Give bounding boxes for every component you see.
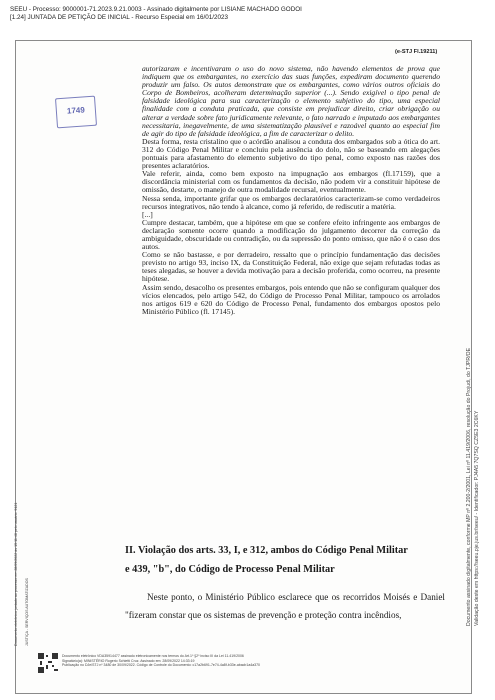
footer-line: Signatário(a): MINISTÉRIO Rogerio Schietti Cruz. Assinado em: 28/09/2022 14:33:19: [62, 658, 195, 663]
right-margin-signature: Documento assinado digitalmente, conforme MP nº 2.200-2/2001, Lei nº 11.419/2006, resolução do Projudi, do TJPR/OE: [466, 347, 472, 626]
header-line-2: [1.24] JUNTADA DE PETIÇÃO DE INICIAL - Recurso Especial em 16/01/2023: [10, 14, 229, 21]
document-reference: (e-STJ Fl.19211): [395, 49, 438, 55]
closing-paragraph: Neste ponto, o Ministério Público esclarece que os recorridos Moisés e Daniel "fizeram constar que os sistemas de prevenção e proteção contra incêndios,: [125, 592, 445, 620]
section-heading-line-1: II. Violação dos arts. 33, I, e 312, ambos do Código Penal Militar: [125, 545, 408, 556]
header-line-1: SEEU - Processo: 9000001-71.2023.9.21.0003 - Assinado digitalmente por LISIANE MACHADO GODOI: [10, 6, 302, 13]
document-body: [142, 65, 440, 316]
header-banner: [10, 6, 302, 22]
right-margin-validation-link[interactable]: Validação deste em https://seeu.pje.jus.br/seeu/ - Identificador: PJ4A5 7Q7SQ CZ5E3 2C6KY: [474, 410, 480, 626]
quoted-passage: autorizaram e incentivaram o uso do novo sistema, não havendo elementos de prova que indiquem que os embargantes, no exercício das suas funções, expediram documento querendo produzir um falso. Os autos demonstram que os embargantes, como vários outros oficiais do Corpo de Bombeiros, acolheram determinação superior (...). Sendo exigível o tipo penal de falsidade ideológica para sua caracterização o elemento subjetivo do tipo, uma especial finalidade com a conduta praticada, que consiste em prejudicar direito, criar obrigação ou alterar a verdade sobre fato juridicamente relevante, o fato narrado e imputado aos embargantes necessitaria, inegavelmente, de uma sistematização plausível e razoável quanto ao especial fim de agir do tipo de falsidade ideológica, a fim de caracterizar o delito.: [142, 64, 440, 138]
paragraph: Como se não bastasse, e por derradeiro, ressalto que o princípio fundamentação das decisões previsto no artigo 93, inciso IX, da Constituição Federal, não exige que sejam refutadas todas as teses alegadas, se houver a devida motivação para a decisão proferida, como ocorreu, na presente hipótese.: [142, 250, 440, 284]
section-heading: [125, 541, 445, 579]
paragraph: Vale referir, ainda, como bem exposto na impugnação aos embargos (fl.17159), que a discordância ministerial com os fundamentos da decisão, não podem vir a constituir hipótese de omissão, destarte, o manejo de outra modalidade recursal, eventualmente.: [142, 169, 440, 195]
paragraph: Cumpre destacar, também, que a hipótese em que se confere efeito infringente aos embargos de declaração somente ocorre quando a modificação do julgamento decorrer da correção da ambiguidade, obscuridade ou contradição, ou da supressão do ponto omisso, que não é o caso dos autos.: [142, 217, 440, 252]
footer-signature-block: [62, 654, 260, 668]
left-margin-note: JUSTIÇA - SERVIÇOS AUTOMATIZADOS: [25, 578, 29, 646]
ellipsis-marker: [...]: [142, 209, 153, 219]
qr-code-icon: [38, 653, 58, 673]
paragraph: Nessa senda, importante grifar que os embargos declaratórios caracterizam-se como verdadeiros recursos integrativos, não tendo à alcance, como já referido, de rediscutir a matéria.: [142, 193, 440, 211]
paragraph: Desta forma, resta cristalino que o acórdão analisou a conduta dos embargados sob a ótica do art. 312 do Código Penal Militar e concluiu pela ausência do dolo, não se baseando em alegações pontuais para afastamento do elemento subjetivo do tipo penal, como exposto nas razões dos presentes aclaratórios.: [142, 136, 440, 171]
section-heading-line-2: e 439, "b", do Código de Processo Penal Militar: [125, 564, 335, 575]
footer-line: Publicação no DJe/STJ nº 3480 de 30/09/2022. Código de Controle do Documento: c17a2b691-7e74-4a8f-b33e-abacb1a4a370: [62, 663, 261, 668]
protocol-stamp: 1749: [55, 96, 97, 129]
left-margin-note: Documento eletrônico juntado ao processo em 28/09/2022 às 15:11:48 pelo usuário: 9121: [14, 502, 18, 646]
closing-paragraph-block: [125, 588, 445, 624]
paragraph: Assim sendo, desacolho os presentes embargos, pois entendo que não se configuram qualquer dos vícios elencados, pelo artigo 542, do Código de Processo Penal Militar, tampouco os arrolados nos artigos 619 e 620 do Código de Processo Penal, fundamento dos embargos opostos pelo Ministério Público (fl. 17145).: [142, 282, 440, 316]
footer-line: Documento eletrônico VDA35914477 assinado eletronicamente nos termos do Art.1º §2º inciso III da Lei 11.419/2006: [62, 654, 244, 658]
